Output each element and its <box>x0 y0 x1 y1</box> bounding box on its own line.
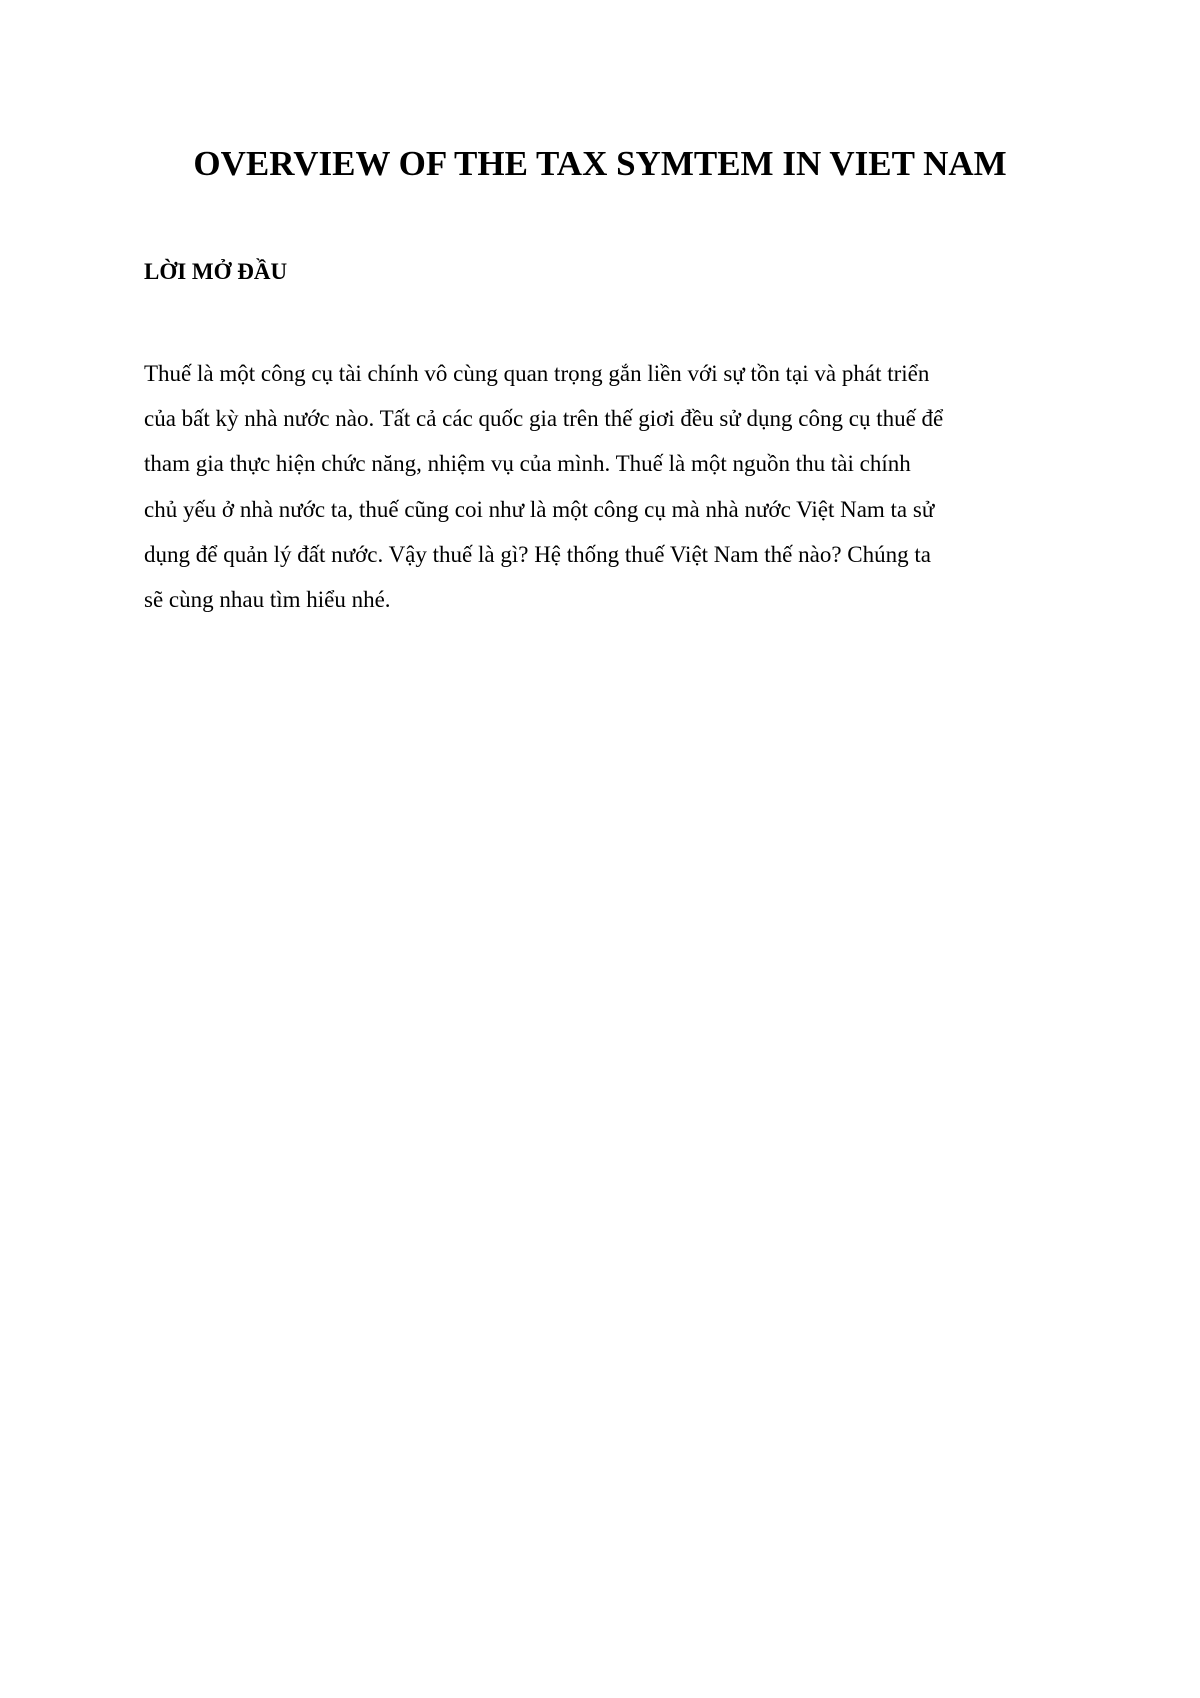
paragraph-line: tham gia thực hiện chức năng, nhiệm vụ của mình. Thuế là một nguồn thu tài chính <box>144 451 911 477</box>
paragraph-line: dụng để quản lý đất nước. Vậy thuế là gì? Hệ thống thuế Việt Nam thế nào? Chúng ta <box>144 541 931 567</box>
section-heading: LỜI MỞ ĐẦU <box>144 259 288 284</box>
intro-paragraph <box>144 351 1064 622</box>
document-title: OVERVIEW OF THE TAX SYMTEM IN VIET NAM <box>193 144 1007 183</box>
paragraph-line: Thuế là một công cụ tài chính vô cùng quan trọng gắn liền với sự tồn tại và phát triển <box>144 361 930 386</box>
paragraph-line: sẽ cùng nhau tìm hiểu nhé. <box>144 587 391 613</box>
paragraph-line: chủ yếu ở nhà nước ta, thuế cũng coi như là một công cụ mà nhà nước Việt Nam ta sử <box>144 496 935 522</box>
paragraph-line: của bất kỳ nhà nước nào. Tất cả các quốc gia trên thế giơi đều sử dụng công cụ thuế để <box>144 406 944 432</box>
